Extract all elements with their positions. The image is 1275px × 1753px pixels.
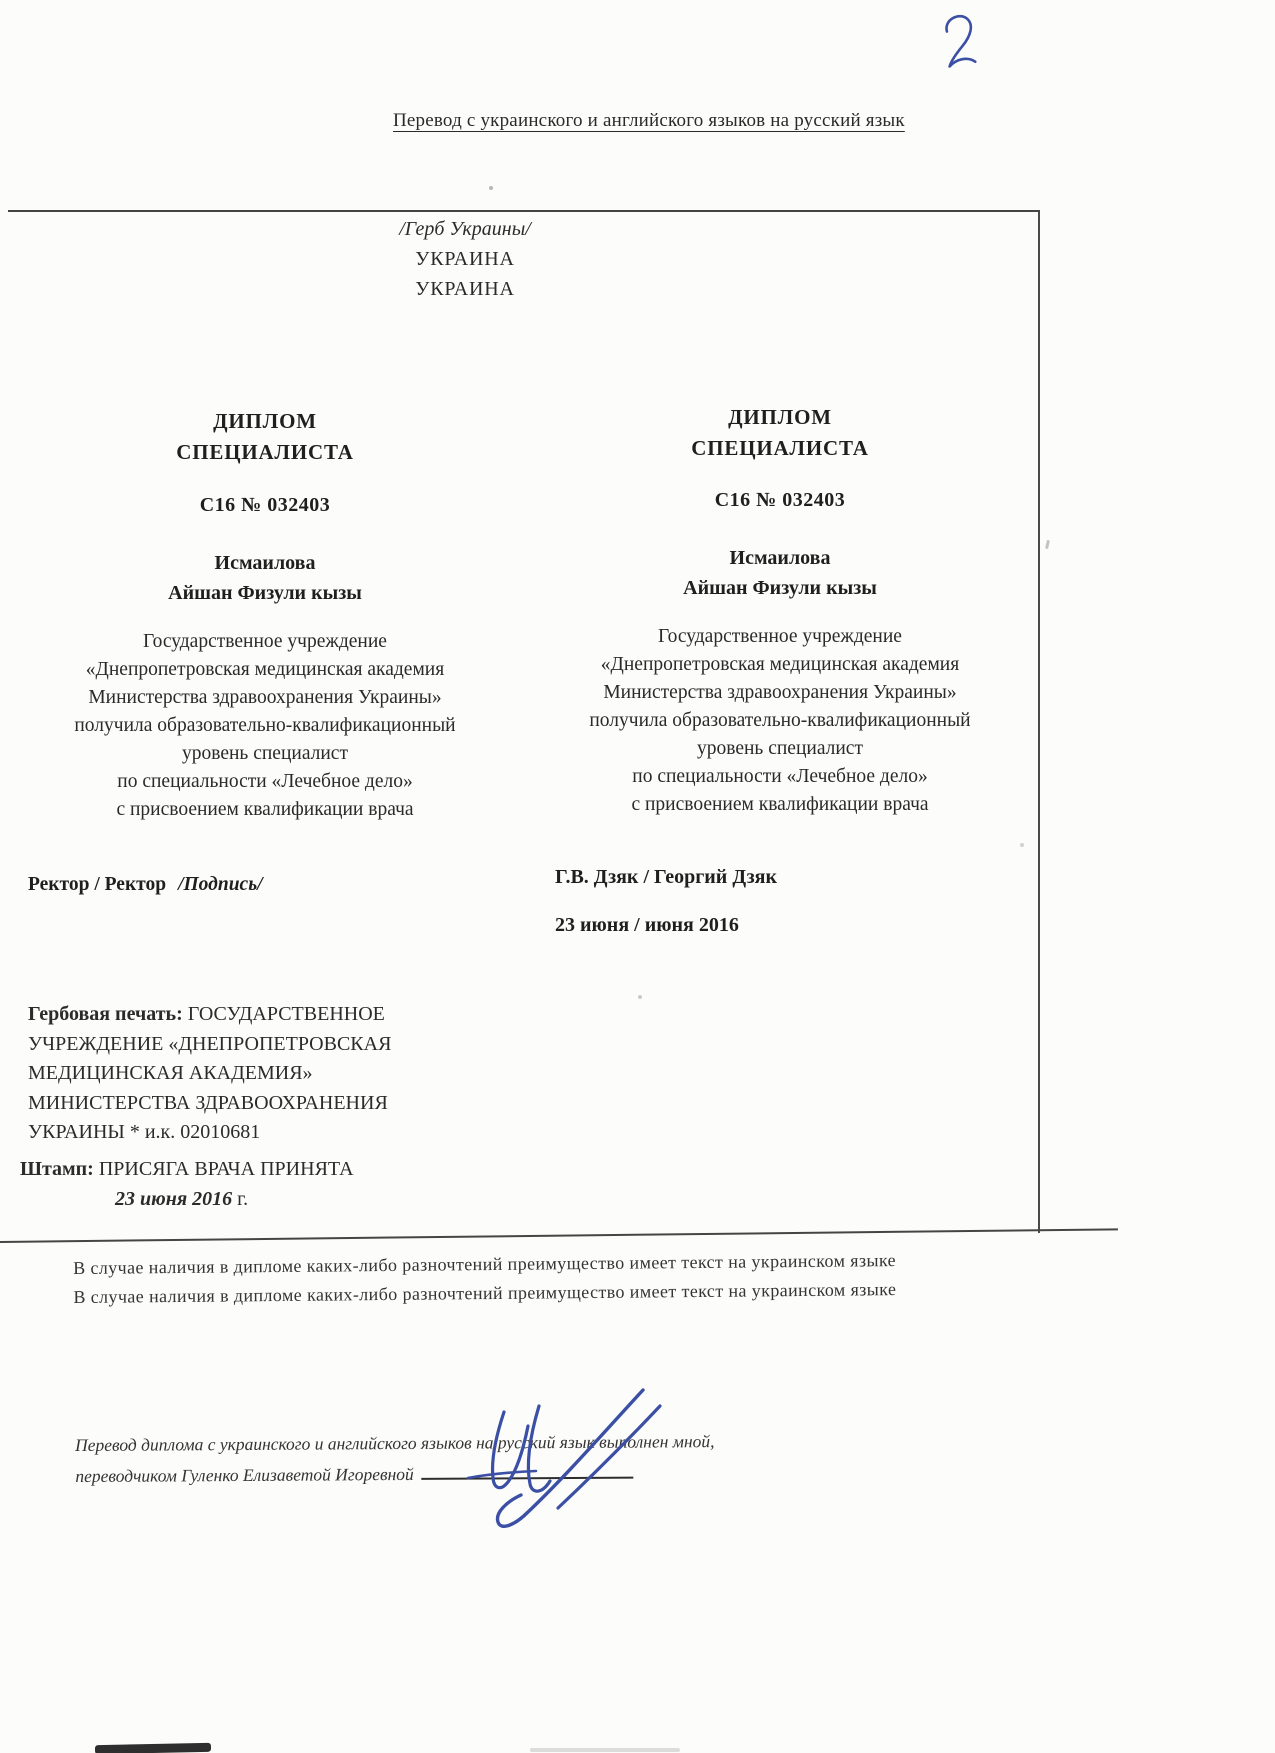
scan-artifact-smudge <box>95 1743 211 1753</box>
disclaimer-block <box>73 1245 1034 1312</box>
signature-placeholder-note: /Подпись/ <box>178 874 263 895</box>
scan-artifact-mark <box>1045 540 1050 549</box>
scan-artifact-dot <box>1020 843 1024 847</box>
body-line: получила образовательно-квалификационный <box>74 715 456 736</box>
diploma-number-right: С16 № 032403 <box>714 489 846 511</box>
seal-line: МЕДИЦИНСКАЯ АКАДЕМИЯ» <box>28 1062 313 1084</box>
rector-label: Ректор / Ректор <box>28 874 167 895</box>
seal-line: УЧРЕЖДЕНИЕ «ДНЕПРОПЕТРОВСКАЯ <box>28 1032 392 1055</box>
country-name-line2: УКРАИНА <box>415 278 515 300</box>
seal-transcription <box>28 1000 498 1148</box>
scan-artifact-smudge <box>530 1748 680 1752</box>
diploma-body-right <box>545 623 1015 819</box>
emblem-block <box>240 214 690 304</box>
diploma-title-line1: ДИПЛОМ <box>728 405 832 429</box>
body-line: уровень специалист <box>182 743 348 764</box>
stamp-date: 23 июня 2016 <box>115 1188 233 1210</box>
translator-name: переводчиком Гуленко Елизаветой Игоревной <box>75 1463 414 1486</box>
seal-label: Гербовая печать: <box>28 1003 183 1025</box>
body-line: с присвоением квалификации врача <box>631 794 929 815</box>
body-line: Министерства здравоохранения Украины» <box>603 682 957 703</box>
diploma-body-left <box>30 628 500 824</box>
scan-artifact-dot <box>489 186 493 190</box>
diploma-title-right <box>545 402 1015 464</box>
handwritten-page-number <box>938 10 986 72</box>
body-line: Министерства здравоохранения Украины» <box>88 687 442 708</box>
body-line: по специальности «Лечебное дело» <box>117 771 413 792</box>
emblem-note: /Герб Украины/ <box>399 218 531 240</box>
stamp-date-line <box>115 1188 248 1211</box>
rector-signature-line <box>28 874 263 896</box>
seal-line: ГОСУДАРСТВЕННОЕ <box>187 1003 385 1025</box>
translator-line1: Перевод диплома с украинского и английского языков на русский язык выполнен мной, <box>75 1431 715 1455</box>
body-line: Государственное учреждение <box>143 631 387 652</box>
body-line: по специальности «Лечебное дело» <box>632 766 928 787</box>
body-line: с присвоением квалификации врача <box>116 799 414 820</box>
seal-line: МИНИСТЕРСТВА ЗДРАВООХРАНЕНИЯ <box>28 1091 388 1114</box>
body-line: «Днепропетровская медицинская академия <box>85 659 445 680</box>
scan-artifact-dot <box>638 995 642 999</box>
body-line: «Днепропетровская медицинская академия <box>600 654 960 675</box>
country-name-line1: УКРАИНА <box>415 248 515 270</box>
body-line: уровень специалист <box>697 738 863 759</box>
graduate-name-right <box>545 543 1015 603</box>
graduate-surname: Исмаилова <box>729 547 831 569</box>
translator-signature <box>438 1382 688 1542</box>
stamp-date-suffix: г. <box>232 1188 249 1210</box>
diploma-title-line1: ДИПЛОМ <box>213 409 317 433</box>
rector-name-line: Г.В. Дзяк / Георгий Дзяк <box>555 866 777 888</box>
seal-line: УКРАИНЫ * и.к. 02010681 <box>28 1121 261 1143</box>
diploma-title-left <box>30 406 500 468</box>
diploma-title-line2: СПЕЦИАЛИСТА <box>176 440 354 464</box>
disclaimer-line1: В случае наличия в дипломе каких-либо разночтений преимущество имеет текст на украинском языке <box>73 1250 897 1278</box>
graduate-surname: Исмаилова <box>214 552 316 574</box>
graduate-given-names: Айшан Физули кызы <box>168 582 362 604</box>
diploma-number-left: С16 № 032403 <box>199 494 331 516</box>
issue-date-line: 23 июня / июня 2016 <box>555 914 739 936</box>
translation-direction-header: Перевод с украинского и английского языков на русский язык <box>393 110 905 131</box>
graduate-given-names: Айшан Физули кызы <box>683 577 877 599</box>
body-line: Государственное учреждение <box>658 626 902 647</box>
stamp-text: ПРИСЯГА ВРАЧА ПРИНЯТА <box>98 1158 354 1180</box>
disclaimer-line2: В случае наличия в дипломе каких-либо разночтений преимущество имеет текст на украинском языке <box>73 1279 897 1307</box>
body-line: получила образовательно-квалификационный <box>589 710 971 731</box>
diploma-title-line2: СПЕЦИАЛИСТА <box>691 436 869 460</box>
stamp-transcription <box>20 1158 354 1181</box>
graduate-name-left <box>30 548 500 608</box>
stamp-label: Штамп: <box>20 1158 94 1180</box>
